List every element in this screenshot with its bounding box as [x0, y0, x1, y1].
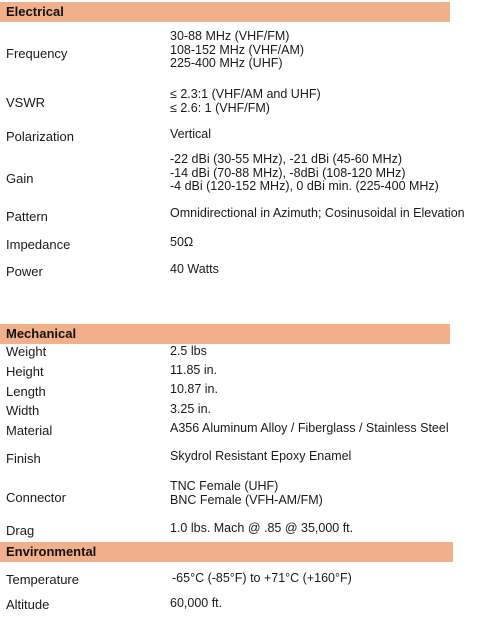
- spec-label-finish: Finish: [6, 451, 41, 466]
- spec-value-line: 1.0 lbs. Mach @ .85 @ 35,000 ft.: [170, 521, 354, 535]
- spec-label-weight: Weight: [6, 344, 47, 359]
- spec-value-frequency: [170, 30, 304, 71]
- spec-value-material: [170, 422, 449, 436]
- spec-label-material: Material: [6, 423, 53, 438]
- spec-label-altitude: Altitude: [6, 597, 50, 612]
- spec-value-line: -65°C (-85°F) to +71°C (+160°F): [172, 571, 352, 585]
- spec-value-line: 108-152 MHz (VHF/AM): [170, 42, 305, 57]
- spec-label-gain: Gain: [6, 171, 34, 186]
- spec-value-width: [170, 403, 211, 417]
- spec-value-line: 60,000 ft.: [170, 596, 223, 610]
- spec-value-pattern: [170, 207, 465, 221]
- spec-label-drag: Drag: [6, 523, 35, 538]
- spec-label-power: Power: [6, 264, 43, 279]
- spec-value-length: [170, 383, 218, 397]
- spec-value-line: Skydrol Resistant Epoxy Enamel: [170, 449, 352, 463]
- spec-value-connector: [170, 480, 323, 507]
- spec-value-power: [170, 263, 219, 277]
- spec-value-line: 10.87 in.: [170, 382, 218, 396]
- section-header-electrical: Electrical: [0, 2, 450, 22]
- spec-value-line: ≤ 2.6: 1 (VHF/FM): [170, 100, 270, 115]
- spec-value-line: 30-88 MHz (VHF/FM): [170, 29, 290, 43]
- spec-value-weight: [170, 345, 207, 359]
- spec-value-line: -14 dBi (70-88 MHz), -8dBi (108-120 MHz): [170, 165, 406, 180]
- spec-label-height: Height: [6, 364, 44, 379]
- spec-value-drag: [170, 522, 353, 536]
- spec-value-line: 50Ω: [170, 235, 194, 249]
- spec-label-frequency: Frequency: [6, 46, 68, 61]
- spec-value-height: [170, 364, 217, 378]
- spec-value-line: A356 Aluminum Alloy / Fiberglass / Stainless Steel: [170, 421, 449, 435]
- section-header-mechanical: Mechanical: [0, 324, 450, 344]
- spec-value-line: BNC Female (VFH-AM/FM): [170, 492, 323, 507]
- spec-label-polarization: Polarization: [6, 129, 74, 144]
- spec-value-altitude: [170, 597, 222, 611]
- spec-value-line: 11.85 in.: [170, 363, 218, 377]
- spec-value-line: Omnidirectional in Azimuth; Cosinusoidal in Elevation: [170, 206, 465, 220]
- spec-value-vswr: [170, 88, 321, 115]
- spec-label-connector: Connector: [6, 490, 66, 505]
- spec-value-finish: [170, 450, 351, 464]
- spec-label-width: Width: [6, 403, 40, 418]
- spec-value-line: TNC Female (UHF): [170, 479, 279, 493]
- spec-value-gain: [170, 153, 439, 194]
- section-header-environmental: Environmental: [0, 542, 453, 562]
- spec-value-temperature: [172, 572, 352, 586]
- spec-value-line: 225-400 MHz (UHF): [170, 56, 283, 70]
- spec-value-line: ≤ 2.3:1 (VHF/AM and UHF): [170, 87, 321, 101]
- spec-value-line: 40 Watts: [170, 262, 219, 276]
- spec-label-vswr: VSWR: [6, 95, 45, 110]
- spec-value-line: 2.5 lbs: [170, 344, 207, 358]
- spec-value-line: Vertical: [170, 127, 211, 141]
- spec-value-line: -22 dBi (30-55 MHz), -21 dBi (45-60 MHz): [170, 152, 403, 166]
- spec-value-polarization: [170, 128, 211, 142]
- spec-label-impedance: Impedance: [6, 237, 71, 252]
- spec-label-temperature: Temperature: [6, 572, 79, 587]
- spec-label-pattern: Pattern: [6, 209, 48, 224]
- spec-label-length: Length: [6, 384, 46, 399]
- spec-value-line: -4 dBi (120-152 MHz), 0 dBi min. (225-400 MHz): [170, 179, 439, 193]
- spec-value-impedance: [170, 236, 193, 250]
- spec-value-line: 3.25 in.: [170, 402, 212, 416]
